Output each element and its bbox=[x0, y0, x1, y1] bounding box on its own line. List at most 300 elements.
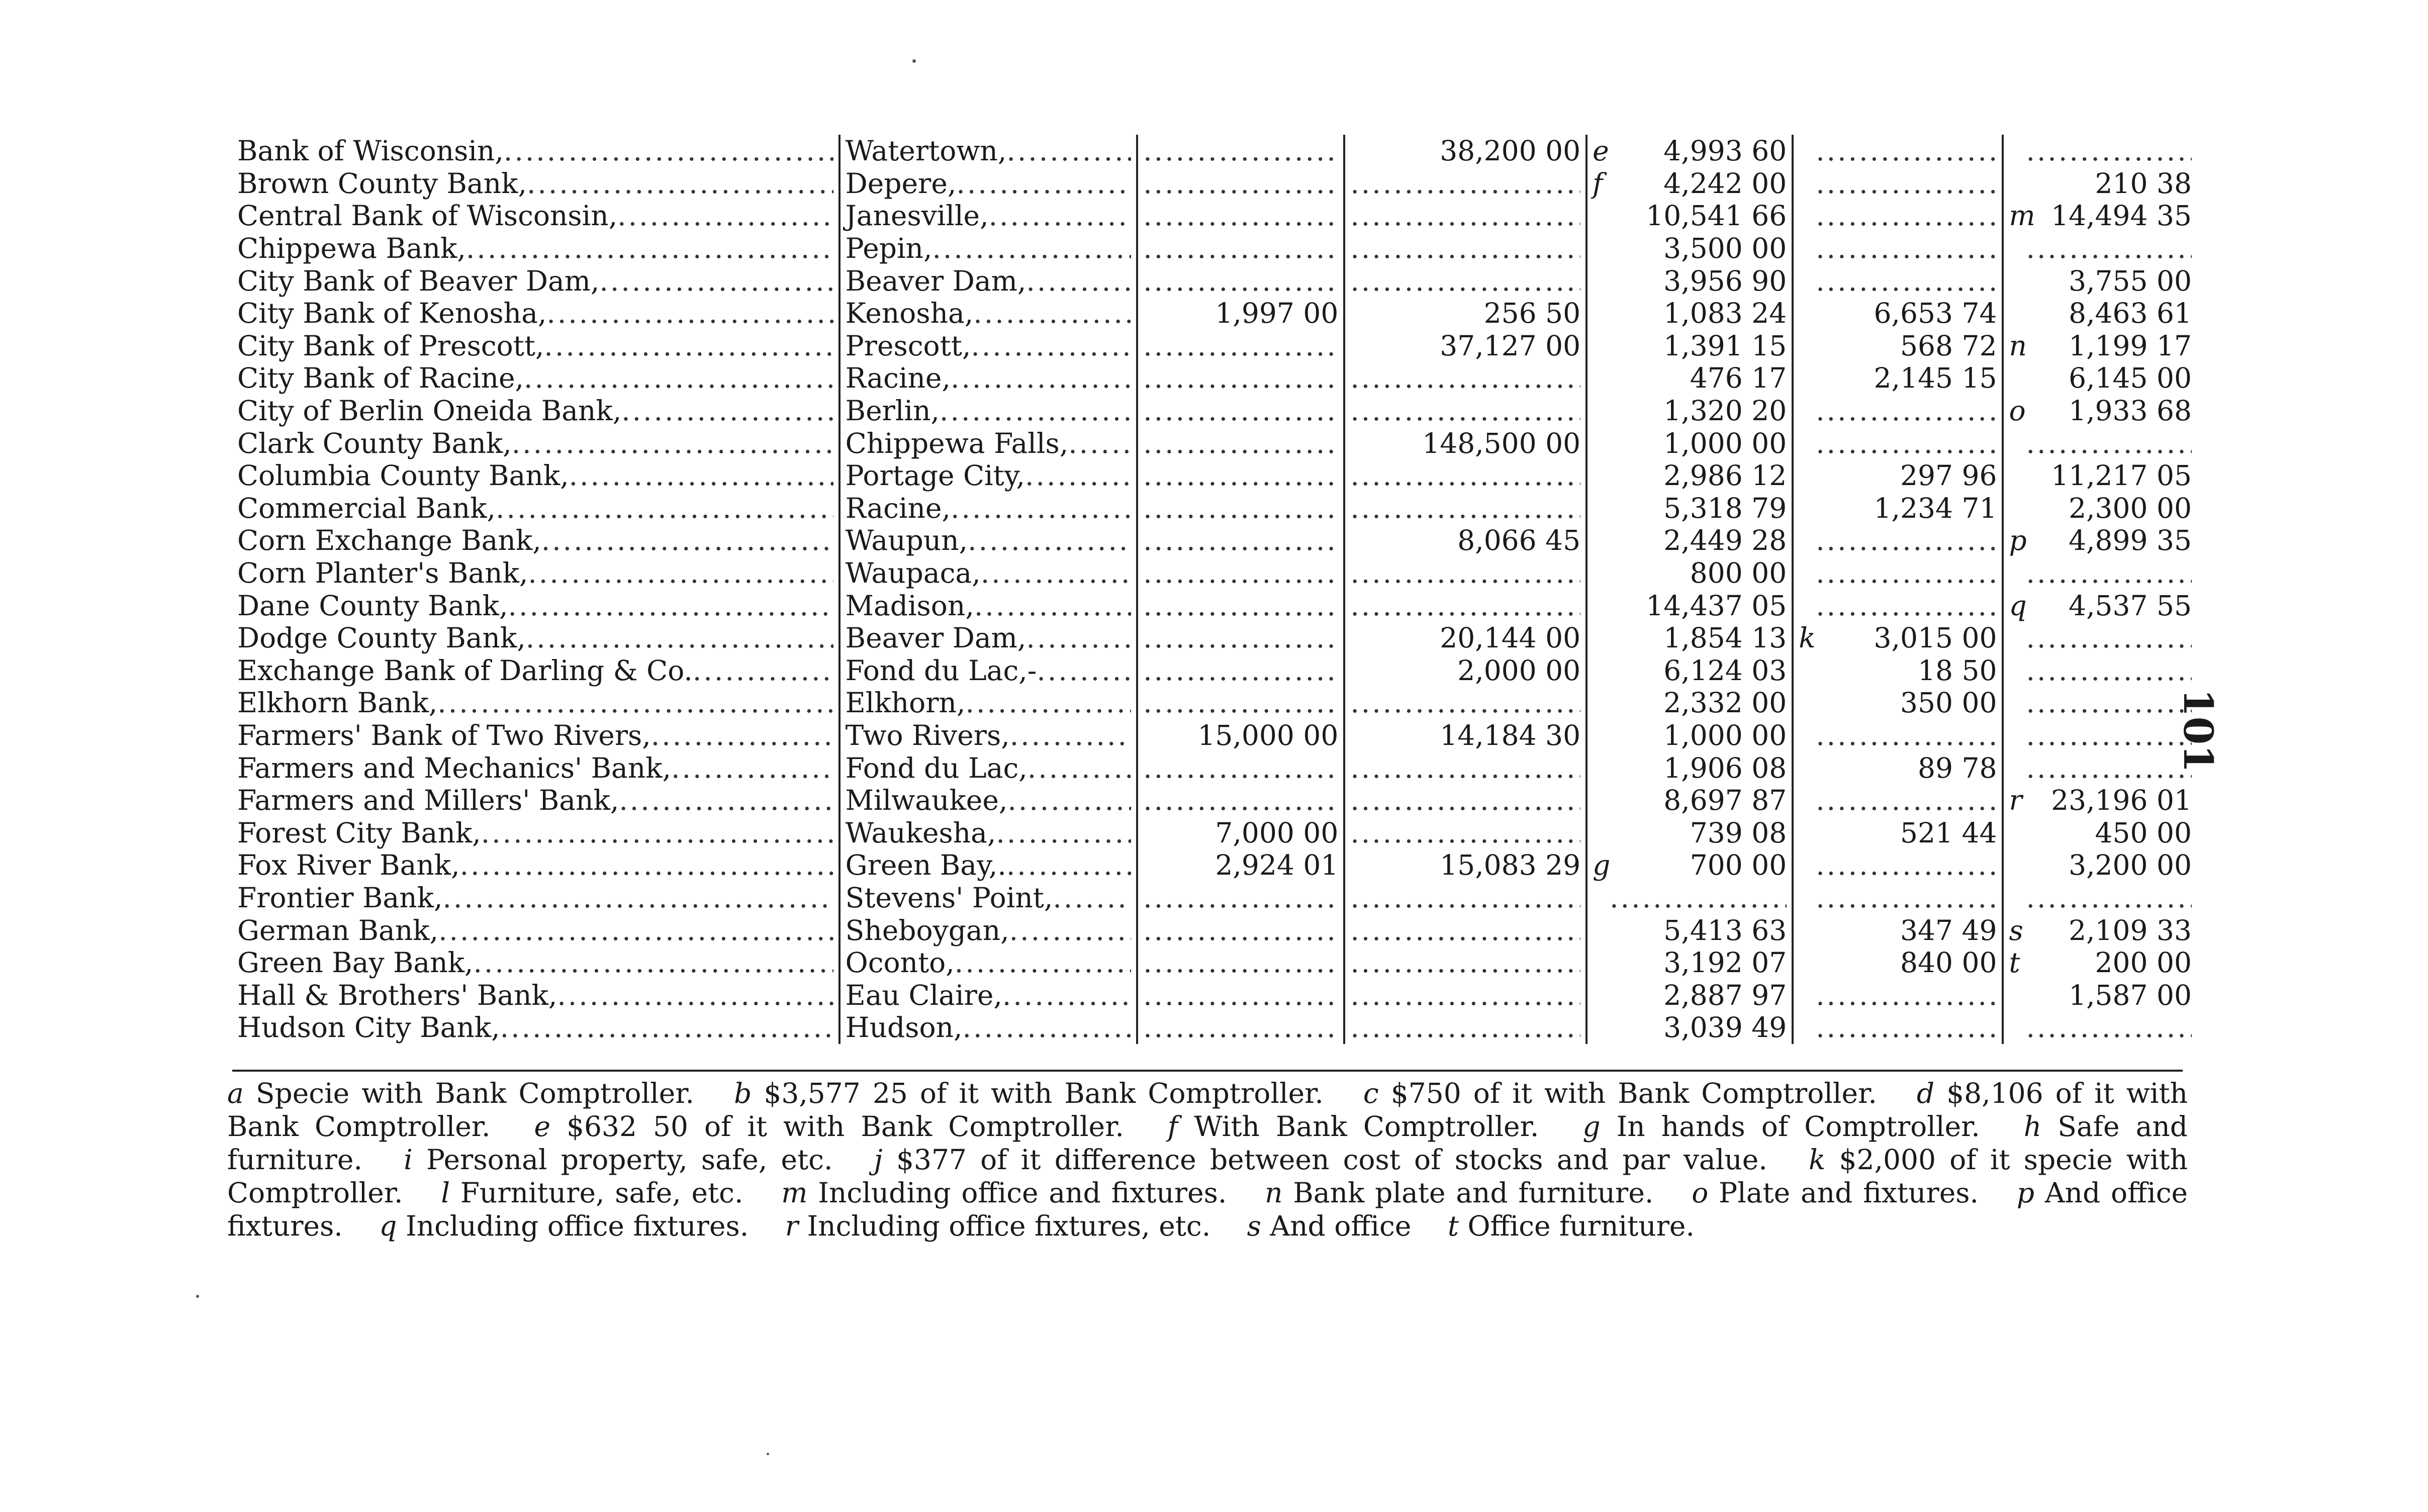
leader-dots bbox=[1068, 427, 1131, 459]
bank-name-text: Frontier Bank, bbox=[237, 881, 443, 914]
amount: 350 00 bbox=[1900, 687, 1997, 719]
leader-dots bbox=[1143, 947, 1338, 979]
leader-dots bbox=[1037, 654, 1131, 687]
bank-name-text: Central Bank of Wisconsin, bbox=[237, 200, 618, 232]
amount-col-4 bbox=[1793, 849, 2003, 882]
bank-location-text: Beaver Dam, bbox=[845, 622, 1026, 654]
amount-col-3 bbox=[1586, 1011, 1793, 1044]
leader-dots bbox=[956, 167, 1131, 200]
amount-col-3 bbox=[1586, 135, 1793, 167]
bank-name bbox=[232, 914, 839, 947]
amount: 3,192 07 bbox=[1663, 947, 1787, 979]
leader-dots bbox=[989, 200, 1132, 232]
amount-col-1 bbox=[1137, 232, 1344, 265]
amount-col-4 bbox=[1793, 979, 2003, 1011]
amount-col-3 bbox=[1586, 264, 1793, 297]
amount: 2,986 12 bbox=[1663, 459, 1787, 492]
footnote-f bbox=[1168, 1110, 1539, 1143]
amount: 1,854 13 bbox=[1663, 622, 1787, 654]
leader-dots bbox=[1143, 1011, 1338, 1044]
footnote-a bbox=[227, 1077, 694, 1109]
leader-dots bbox=[512, 427, 833, 459]
amount-col-3 bbox=[1586, 947, 1793, 979]
leader-dots bbox=[693, 654, 833, 687]
footnote-c bbox=[1363, 1077, 1877, 1109]
table-row bbox=[232, 687, 2197, 719]
amount-col-3 bbox=[1586, 719, 1793, 752]
bank-name bbox=[232, 654, 839, 687]
footnote-divider bbox=[232, 1070, 2183, 1072]
footnote-text: $632 50 of it with Bank Comptroller. bbox=[567, 1110, 1124, 1143]
amount-col-3 bbox=[1586, 557, 1793, 590]
table-row bbox=[232, 557, 2197, 590]
amount: 1,587 00 bbox=[2069, 979, 2192, 1011]
amount-col-2 bbox=[1344, 979, 1586, 1011]
amount-col-4 bbox=[1793, 589, 2003, 622]
leader-dots bbox=[541, 524, 833, 556]
footnote-g bbox=[1582, 1110, 1980, 1143]
table-row bbox=[232, 395, 2197, 427]
footnote-key: r bbox=[785, 1210, 799, 1242]
amount: 8,463 61 bbox=[2069, 297, 2192, 330]
amount-col-3 bbox=[1586, 849, 1793, 882]
leader-dots bbox=[1143, 427, 1338, 459]
bank-location-text: Janesville, bbox=[845, 200, 989, 232]
table-row bbox=[232, 622, 2197, 654]
amount-col-4 bbox=[1793, 687, 2003, 719]
amount-col-3 bbox=[1586, 330, 1793, 362]
amount-col-2 bbox=[1344, 882, 1586, 914]
leader-dots bbox=[1350, 882, 1580, 914]
amount: 38,200 00 bbox=[1440, 135, 1581, 167]
footnote-e bbox=[534, 1110, 1124, 1143]
leader-dots bbox=[437, 687, 833, 719]
amount-col-2 bbox=[1344, 557, 1586, 590]
amount: 2,332 00 bbox=[1663, 687, 1787, 719]
leader-dots bbox=[1143, 524, 1338, 556]
leader-dots bbox=[1350, 395, 1580, 427]
amount-col-5 bbox=[2003, 687, 2197, 719]
amount-col-5 bbox=[2003, 751, 2197, 784]
footnote-m bbox=[781, 1177, 1227, 1209]
amount-col-1 bbox=[1137, 167, 1344, 200]
amount-col-5 bbox=[2003, 589, 2197, 622]
bank-location-text: Madison, bbox=[845, 589, 974, 622]
amount-col-5 bbox=[2003, 849, 2197, 882]
leader-dots bbox=[2026, 232, 2192, 264]
amount-col-1 bbox=[1137, 816, 1344, 849]
footnote-key: a bbox=[227, 1077, 244, 1109]
leader-dots bbox=[1053, 882, 1131, 914]
bank-location bbox=[839, 330, 1138, 362]
leader-dots bbox=[546, 297, 833, 329]
bank-location-text: Stevens' Point, bbox=[845, 881, 1053, 914]
bank-name-text: Brown County Bank, bbox=[237, 167, 527, 200]
bank-location bbox=[839, 914, 1138, 947]
leader-dots bbox=[2026, 1011, 2192, 1044]
leader-dots bbox=[2026, 752, 2192, 784]
amount-col-2 bbox=[1344, 135, 1586, 167]
footnote-key: p bbox=[2016, 1177, 2034, 1209]
leader-dots bbox=[1143, 914, 1338, 947]
amount: 4,242 00 bbox=[1663, 167, 1787, 200]
amount-col-1 bbox=[1137, 200, 1344, 232]
amount-col-1 bbox=[1137, 492, 1344, 525]
amount-col-1 bbox=[1137, 849, 1344, 882]
leader-dots bbox=[1143, 882, 1338, 914]
leader-dots bbox=[1816, 882, 1997, 914]
amount-col-1 bbox=[1137, 654, 1344, 687]
amount-col-4 bbox=[1793, 914, 2003, 947]
leader-dots bbox=[1816, 265, 1997, 297]
amount: 1,320 20 bbox=[1663, 395, 1787, 427]
amount: 2,924 01 bbox=[1215, 849, 1339, 882]
table-row bbox=[232, 524, 2197, 557]
amount-col-5 bbox=[2003, 882, 2197, 914]
print-speck bbox=[196, 1295, 199, 1298]
footnote-text: $2,000 of it specie with Comptroller. bbox=[227, 1144, 2188, 1209]
footnote-key: f bbox=[1167, 1110, 1178, 1143]
amount-col-5 bbox=[2003, 622, 2197, 654]
amount: 15,083 29 bbox=[1440, 849, 1581, 882]
table-row bbox=[232, 232, 2197, 265]
bank-name bbox=[232, 524, 839, 557]
amount-col-2 bbox=[1344, 1011, 1586, 1044]
amount: 8,697 87 bbox=[1663, 784, 1787, 817]
amount-col-2 bbox=[1344, 524, 1586, 557]
amount-col-1 bbox=[1137, 459, 1344, 492]
table-row bbox=[232, 459, 2197, 492]
leader-dots bbox=[617, 200, 833, 232]
amount-col-3 bbox=[1586, 751, 1793, 784]
amount-col-2 bbox=[1344, 264, 1586, 297]
bank-location-text: Watertown, bbox=[845, 135, 1007, 167]
bank-name bbox=[232, 849, 839, 882]
amount-col-3 bbox=[1586, 395, 1793, 427]
amount-col-5 bbox=[2003, 784, 2197, 817]
amount-col-5 bbox=[2003, 654, 2197, 687]
leader-dots bbox=[1816, 524, 1997, 556]
footnote-key: q bbox=[379, 1210, 397, 1242]
leader-dots bbox=[932, 232, 1131, 264]
amount-col-1 bbox=[1137, 264, 1344, 297]
bank-name bbox=[232, 135, 839, 167]
table-row bbox=[232, 849, 2197, 882]
leader-dots bbox=[1816, 395, 1997, 427]
leader-dots bbox=[1143, 492, 1338, 524]
bank-name bbox=[232, 362, 839, 395]
bank-name bbox=[232, 264, 839, 297]
bank-name-text: Chippewa Bank, bbox=[237, 232, 466, 265]
leader-dots bbox=[671, 752, 833, 784]
bank-name bbox=[232, 947, 839, 979]
bank-location-text: Milwaukee, bbox=[845, 784, 1008, 817]
amount: 1,199 17 bbox=[2069, 329, 2192, 362]
leader-dots bbox=[500, 1011, 833, 1044]
footnote-mark: k bbox=[1799, 622, 1816, 654]
amount: 4,993 60 bbox=[1663, 135, 1787, 167]
footnote-b bbox=[734, 1077, 1324, 1109]
amount-col-3 bbox=[1586, 687, 1793, 719]
amount-col-4 bbox=[1793, 135, 2003, 167]
amount-col-2 bbox=[1344, 427, 1586, 459]
bank-location-text: Oconto, bbox=[845, 947, 955, 979]
amount-col-2 bbox=[1344, 784, 1586, 817]
footnote-key: d bbox=[1916, 1077, 1935, 1109]
bank-location bbox=[839, 524, 1138, 557]
bank-location bbox=[839, 264, 1138, 297]
footnote-key: h bbox=[2023, 1110, 2042, 1143]
print-speck bbox=[767, 1453, 769, 1455]
bank-name bbox=[232, 459, 839, 492]
bank-location-text: Beaver Dam, bbox=[845, 264, 1026, 297]
footnote-mark: m bbox=[2009, 200, 2035, 232]
footnote-t bbox=[1448, 1210, 1695, 1242]
amount-col-4 bbox=[1793, 232, 2003, 265]
amount-col-4 bbox=[1793, 947, 2003, 979]
amount-col-3 bbox=[1586, 362, 1793, 395]
footnote-key: c bbox=[1363, 1077, 1379, 1109]
leader-dots bbox=[1007, 784, 1131, 816]
leader-dots bbox=[569, 459, 833, 492]
footnote-i bbox=[404, 1144, 832, 1176]
bank-name-text: Hudson City Bank, bbox=[237, 1011, 500, 1044]
bank-location bbox=[839, 979, 1138, 1011]
bank-name bbox=[232, 816, 839, 849]
leader-dots bbox=[1143, 687, 1338, 719]
footnote-key: b bbox=[734, 1077, 752, 1109]
bank-name bbox=[232, 232, 839, 265]
amount-col-5 bbox=[2003, 200, 2197, 232]
amount-col-1 bbox=[1137, 751, 1344, 784]
leader-dots bbox=[1350, 362, 1580, 394]
leader-dots bbox=[971, 330, 1131, 362]
bank-location bbox=[839, 784, 1138, 817]
footnote-key: t bbox=[1447, 1210, 1459, 1242]
amount-col-5 bbox=[2003, 167, 2197, 200]
amount-col-2 bbox=[1344, 167, 1586, 200]
amount-col-2 bbox=[1344, 492, 1586, 525]
amount: 2,300 00 bbox=[2069, 492, 2192, 524]
bank-name bbox=[232, 687, 839, 719]
amount-col-1 bbox=[1137, 719, 1344, 752]
bank-location bbox=[839, 751, 1138, 784]
amount-col-3 bbox=[1586, 232, 1793, 265]
amount: 18 50 bbox=[1918, 654, 1997, 687]
amount: 3,500 00 bbox=[1663, 232, 1787, 265]
amount: 476 17 bbox=[1690, 362, 1787, 395]
bank-location-text: Sheboygan, bbox=[845, 914, 1009, 947]
amount-col-1 bbox=[1137, 687, 1344, 719]
amount-col-4 bbox=[1793, 622, 2003, 654]
table-row bbox=[232, 362, 2197, 395]
amount-col-5 bbox=[2003, 979, 2197, 1011]
amount: 450 00 bbox=[2095, 816, 2192, 849]
footnote-text: In hands of Comptroller. bbox=[1616, 1110, 1980, 1143]
amount: 10,541 66 bbox=[1646, 200, 1787, 232]
amount-col-4 bbox=[1793, 882, 2003, 914]
amount: 1,933 68 bbox=[2069, 395, 2192, 427]
leader-dots bbox=[504, 135, 833, 167]
leader-dots bbox=[1610, 882, 1787, 914]
amount: 1,000 00 bbox=[1663, 427, 1787, 459]
bank-name-text: Green Bay Bank, bbox=[237, 947, 474, 979]
leader-dots bbox=[1002, 979, 1131, 1011]
amount-col-5 bbox=[2003, 135, 2197, 167]
amount-col-5 bbox=[2003, 524, 2197, 557]
bank-name-text: City Bank of Prescott, bbox=[237, 329, 544, 362]
amount: 11,217 05 bbox=[2051, 459, 2192, 492]
amount-col-1 bbox=[1137, 557, 1344, 590]
amount-col-2 bbox=[1344, 232, 1586, 265]
footnote-text: Plate and fixtures. bbox=[1719, 1177, 1979, 1209]
amount: 7,000 00 bbox=[1215, 816, 1339, 849]
amount-col-3 bbox=[1586, 427, 1793, 459]
amount-col-1 bbox=[1137, 979, 1344, 1011]
leader-dots bbox=[2026, 427, 2192, 459]
leader-dots bbox=[1025, 459, 1131, 492]
amount-col-4 bbox=[1793, 264, 2003, 297]
amount-col-3 bbox=[1586, 882, 1793, 914]
leader-dots bbox=[974, 590, 1131, 622]
table-row bbox=[232, 589, 2197, 622]
leader-dots bbox=[951, 362, 1131, 394]
amount-col-4 bbox=[1793, 784, 2003, 817]
leader-dots bbox=[1010, 719, 1132, 751]
leader-dots bbox=[466, 232, 833, 264]
amount-col-2 bbox=[1344, 849, 1586, 882]
amount-col-1 bbox=[1137, 589, 1344, 622]
amount: 739 08 bbox=[1690, 816, 1787, 849]
amount-col-4 bbox=[1793, 654, 2003, 687]
table-row bbox=[232, 816, 2197, 849]
leader-dots bbox=[524, 362, 833, 394]
leader-dots bbox=[442, 882, 833, 914]
leader-dots bbox=[955, 947, 1131, 979]
bank-name-text: Corn Exchange Bank, bbox=[237, 524, 541, 557]
amount-col-5 bbox=[2003, 330, 2197, 362]
table-row bbox=[232, 751, 2197, 784]
footnote-text: Furniture, safe, etc. bbox=[460, 1177, 743, 1209]
bank-name-text: City of Berlin Oneida Bank, bbox=[237, 395, 622, 427]
amount-col-2 bbox=[1344, 751, 1586, 784]
footnote-text: Including office and fixtures. bbox=[818, 1177, 1227, 1209]
amount: 840 00 bbox=[1900, 947, 1997, 979]
amount-col-3 bbox=[1586, 524, 1793, 557]
leader-dots bbox=[1350, 590, 1580, 622]
bank-location-text: Hudson, bbox=[845, 1011, 963, 1044]
amount: 5,318 79 bbox=[1663, 492, 1787, 524]
amount-col-3 bbox=[1586, 816, 1793, 849]
footnote-key: i bbox=[404, 1144, 413, 1176]
leader-dots bbox=[1816, 167, 1997, 200]
bank-name bbox=[232, 492, 839, 525]
table-row bbox=[232, 979, 2197, 1011]
footnote-text: And office fixtures. bbox=[227, 1177, 2188, 1242]
amount: 800 00 bbox=[1690, 557, 1787, 590]
table-row bbox=[232, 427, 2197, 459]
footnote-text: $750 of it with Bank Comptroller. bbox=[1390, 1077, 1877, 1109]
leader-dots bbox=[1143, 200, 1338, 232]
amount-col-2 bbox=[1344, 654, 1586, 687]
footnote-key: k bbox=[1808, 1144, 1826, 1176]
amount-col-1 bbox=[1137, 784, 1344, 817]
amount: 148,500 00 bbox=[1422, 427, 1581, 459]
table-row bbox=[232, 947, 2197, 979]
amount: 23,196 01 bbox=[2051, 784, 2192, 817]
amount-col-4 bbox=[1793, 719, 2003, 752]
footnote-key: m bbox=[781, 1177, 808, 1209]
bank-name bbox=[232, 1011, 839, 1044]
leader-dots bbox=[1143, 459, 1338, 492]
bank-location-text: Waupun, bbox=[845, 524, 968, 557]
leader-dots bbox=[1143, 232, 1338, 264]
footnote-text: Specie with Bank Comptroller. bbox=[255, 1077, 695, 1109]
amount-col-3 bbox=[1586, 167, 1793, 200]
bank-location bbox=[839, 297, 1138, 330]
footnote-key: s bbox=[1247, 1210, 1261, 1242]
leader-dots bbox=[1026, 622, 1131, 654]
bank-name bbox=[232, 395, 839, 427]
bank-name-text: Farmers and Millers' Bank, bbox=[237, 784, 619, 817]
leader-dots bbox=[599, 265, 833, 297]
leader-dots bbox=[965, 687, 1131, 719]
leader-dots bbox=[940, 395, 1131, 427]
amount-col-3 bbox=[1586, 459, 1793, 492]
bank-location-text: Fond du Lac, bbox=[845, 751, 1028, 784]
amount: 4,537 55 bbox=[2069, 589, 2192, 622]
bank-location bbox=[839, 882, 1138, 914]
bank-name-text: Clark County Bank, bbox=[237, 427, 512, 459]
amount-col-5 bbox=[2003, 492, 2197, 525]
amount: 210 38 bbox=[2095, 167, 2192, 200]
amount: 1,000 00 bbox=[1663, 719, 1787, 751]
table-row bbox=[232, 492, 2197, 525]
amount-col-2 bbox=[1344, 459, 1586, 492]
bank-location bbox=[839, 135, 1138, 167]
leader-dots bbox=[1143, 395, 1338, 427]
amount-col-1 bbox=[1137, 135, 1344, 167]
leader-dots bbox=[951, 492, 1131, 524]
footnote-key: e bbox=[534, 1110, 551, 1143]
amount-col-3 bbox=[1586, 589, 1793, 622]
leader-dots bbox=[1350, 784, 1580, 816]
leader-dots bbox=[1143, 167, 1338, 200]
amount-col-3 bbox=[1586, 622, 1793, 654]
footnote-mark: o bbox=[2009, 395, 2026, 427]
leader-dots bbox=[1350, 1011, 1580, 1044]
amount-col-5 bbox=[2003, 427, 2197, 459]
amount: 1,083 24 bbox=[1663, 297, 1787, 330]
leader-dots bbox=[1816, 979, 1997, 1011]
bank-name-text: City Bank of Kenosha, bbox=[237, 297, 547, 330]
bank-name bbox=[232, 719, 839, 752]
amount-col-2 bbox=[1344, 200, 1586, 232]
amount-col-1 bbox=[1137, 330, 1344, 362]
amount-col-1 bbox=[1137, 947, 1344, 979]
leader-dots bbox=[1816, 232, 1997, 264]
bank-name-text: Farmers and Mechanics' Bank, bbox=[237, 751, 672, 784]
leader-dots bbox=[2026, 719, 2192, 751]
footnote-mark: q bbox=[2009, 589, 2027, 622]
footnote-r bbox=[785, 1210, 1210, 1242]
leader-dots bbox=[473, 947, 833, 979]
footnote-key: g bbox=[1582, 1110, 1601, 1143]
amount-col-4 bbox=[1793, 492, 2003, 525]
bank-name-text: City Bank of Beaver Dam, bbox=[237, 264, 600, 297]
leader-dots bbox=[544, 330, 833, 362]
bank-name-text: Corn Planter's Bank, bbox=[237, 557, 528, 590]
